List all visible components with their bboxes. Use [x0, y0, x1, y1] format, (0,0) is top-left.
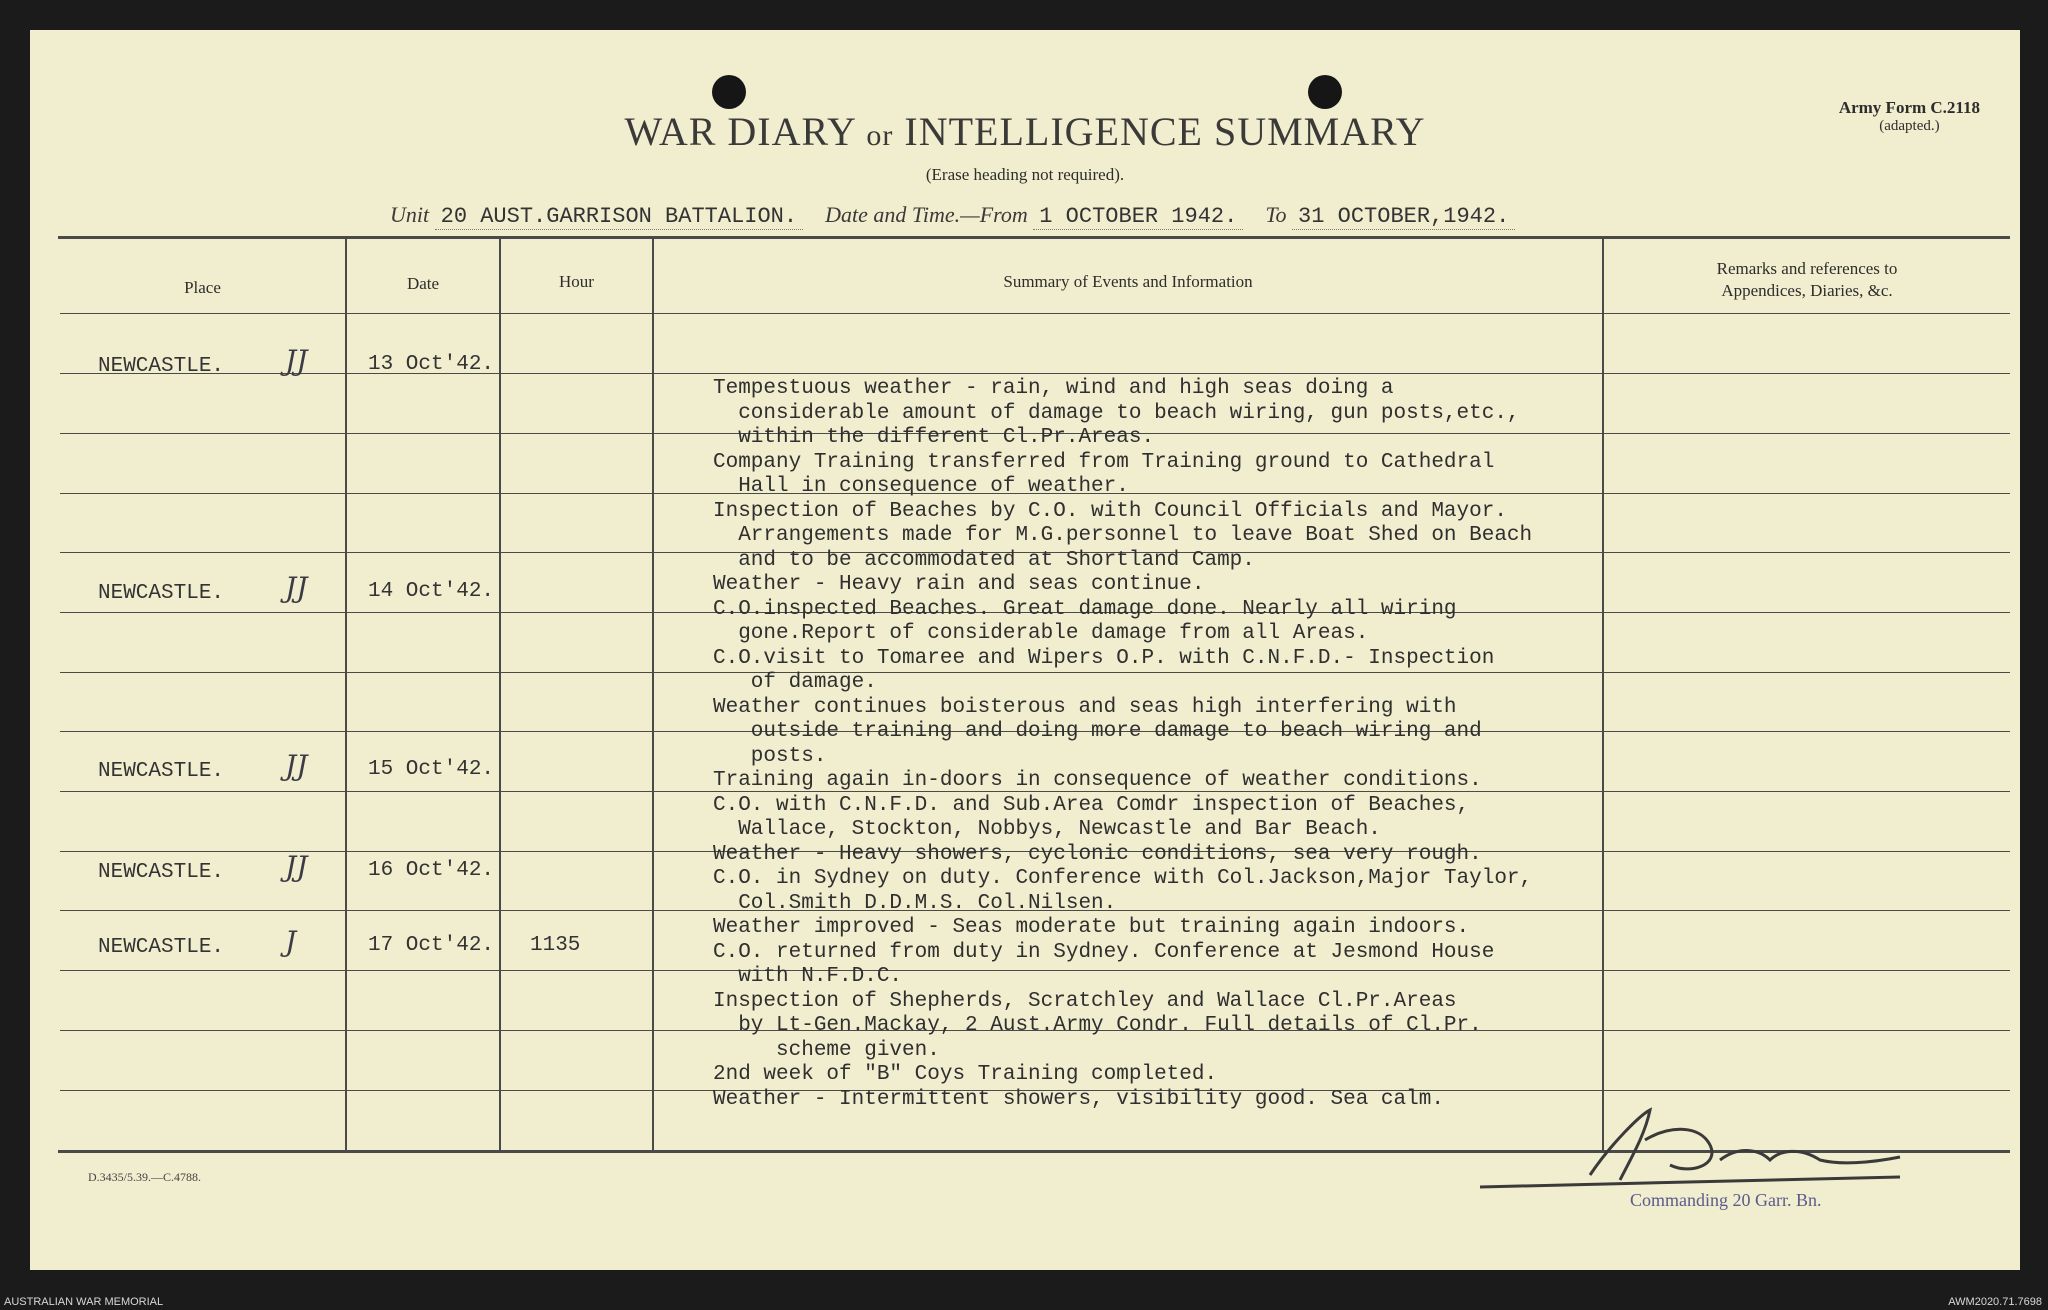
entry-place: NEWCASTLE. [98, 936, 225, 959]
army-form-number: Army Form C.2118 [1838, 98, 1980, 117]
summary-line: Weather - Heavy showers, cyclonic conditions, sea very rough. [713, 842, 1482, 866]
summary-line: Arrangements made for M.G.personnel to leave Boat Shed on Beach [713, 524, 1533, 547]
summary-line: Weather improved - Seas moderate but training again indoors. [713, 916, 1470, 939]
entry-initials: JJ [285, 749, 308, 782]
header-remarks-line1: Remarks and references to [1716, 259, 1898, 278]
summary-line: outside training and doing more damage to beach wiring and [713, 720, 1482, 743]
date-to: 31 OCTOBER,1942. [1292, 204, 1515, 230]
header-date: Date [406, 274, 440, 293]
title-part2: INTELLIGENCE SUMMARY [904, 109, 1426, 154]
entry-date: 15 Oct'42. [368, 758, 495, 781]
date-from: 1 OCTOBER 1942. [1033, 204, 1243, 230]
summary-line: scheme given. [713, 1038, 940, 1062]
column-divider-place [345, 238, 347, 1151]
punch-hole-left [712, 75, 746, 109]
title-or: or [866, 119, 894, 152]
entry-initials: JJ [285, 571, 308, 604]
header-hour: Hour [559, 272, 594, 291]
print-reference: D.3435/5.39.—C.4788. [88, 1170, 202, 1184]
summary-line: Hall in consequence of weather. [713, 475, 1129, 498]
summary-line: C.O.visit to Tomaree and Wipers O.P. with C.N.F.D.- Inspection [713, 646, 1495, 670]
summary-line: Col.Smith D.D.M.S. Col.Nilsen. [713, 891, 1117, 915]
column-divider-hour [652, 238, 654, 1151]
summary-line: 2nd week of "B" Coys Training completed. [713, 1063, 1218, 1086]
signature [1470, 1105, 1940, 1195]
punch-hole-right [1308, 75, 1342, 109]
summary-line: by Lt-Gen.Mackay, 2 Aust.Army Condr. Full details of Cl.Pr. [713, 1014, 1482, 1037]
summary-line: C.O. in Sydney on duty. Conference with Col.Jackson,Major Taylor, [713, 867, 1533, 890]
summary-text [713, 377, 1753, 1112]
summary-line: Inspection of Shepherds, Scratchley and Wallace Cl.Pr.Areas [713, 989, 1457, 1013]
entry-place: NEWCASTLE. [98, 582, 225, 605]
footer-institution: AUSTRALIAN WAR MEMORIAL [4, 1296, 164, 1308]
entry-initials: JJ [285, 850, 308, 883]
summary-line: C.O.inspected Beaches. Great damage done. Nearly all wiring [713, 597, 1457, 621]
summary-line: Training again in-doors in consequence of weather conditions. [713, 769, 1482, 792]
summary-line: and to be accommodated at Shortland Camp. [713, 548, 1255, 572]
entry-date: 14 Oct'42. [368, 580, 495, 603]
entry-initials: JJ [285, 344, 308, 377]
unit-label: Unit [390, 202, 430, 227]
summary-line: posts. [713, 744, 827, 768]
header-place: Place [184, 278, 221, 297]
title-part1: WAR DIARY [624, 109, 856, 154]
summary-line: with N.F.D.C. [713, 965, 903, 988]
diary-sheet [30, 30, 2020, 1270]
summary-line: Company Training transferred from Training ground to Cathedral [713, 450, 1495, 474]
unit-value: 20 AUST.GARRISON BATTALION. [435, 204, 803, 230]
army-form-note: (adapted.) [1879, 118, 1940, 134]
summary-line: C.O. with C.N.F.D. and Sub.Area Comdr inspection of Beaches, [713, 793, 1470, 817]
entry-hour: 1135 [530, 934, 581, 957]
entry-place: NEWCASTLE. [98, 355, 225, 378]
form-title [30, 108, 2020, 155]
summary-line: Tempestuous weather - rain, wind and high seas doing a [713, 377, 1394, 400]
summary-line: C.O. returned from duty in Sydney. Conference at Jesmond House [713, 940, 1495, 964]
summary-line: considerable amount of damage to beach wiring, gun posts,etc., [713, 401, 1520, 425]
column-divider-date [499, 238, 501, 1151]
army-form-label [1839, 98, 1980, 135]
form-subtitle: (Erase heading not required). [925, 165, 1125, 184]
summary-line: within the different Cl.Pr.Areas. [713, 426, 1155, 449]
commanding-stamp: Commanding 20 Garr. Bn. [1630, 1190, 1822, 1210]
summary-line: Weather continues boisterous and seas high interfering with [713, 695, 1457, 719]
entry-place: NEWCASTLE. [98, 861, 225, 884]
summary-line: Inspection of Beaches by C.O. with Council Officials and Mayor. [713, 499, 1507, 523]
footer-accession: AWM2020.71.7698 [1948, 1296, 2042, 1308]
summary-line: of damage. [713, 671, 877, 694]
summary-line: Weather - Heavy rain and seas continue. [713, 573, 1205, 596]
entry-initials: J [285, 925, 297, 958]
table-top-border [58, 236, 2010, 239]
to-label: To [1265, 202, 1287, 227]
entry-date: 17 Oct'42. [368, 934, 495, 957]
summary-line: Weather - Intermittent showers, visibility good. Sea calm. [713, 1087, 1444, 1111]
entry-place: NEWCASTLE. [98, 760, 225, 783]
summary-line: Wallace, Stockton, Nobbys, Newcastle and Bar Beach. [713, 818, 1381, 841]
header-rule [60, 313, 2010, 314]
header-remarks [1604, 258, 2010, 302]
header-remarks-line2: Appendices, Diaries, &c. [1721, 281, 1893, 300]
entry-date: 13 Oct'42. [368, 353, 495, 376]
date-label: Date and Time.—From [825, 202, 1028, 227]
entry-date: 16 Oct'42. [368, 859, 495, 882]
header-summary: Summary of Events and Information [1003, 272, 1253, 291]
summary-line: gone.Report of considerable damage from all Areas. [713, 622, 1369, 645]
